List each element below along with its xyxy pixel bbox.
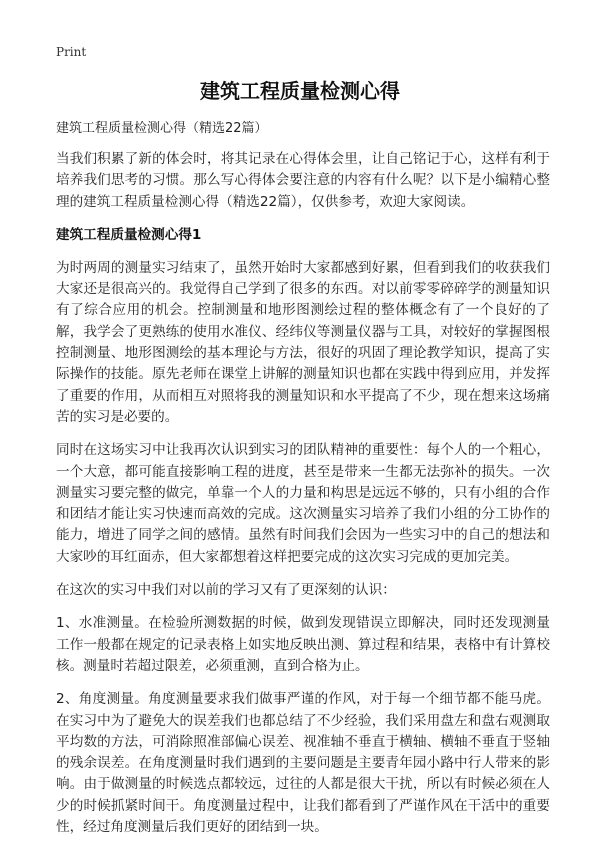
body-paragraph-3: 在这次的实习中我们对以前的学习又有了更深刻的认识： (56, 582, 396, 599)
body-paragraph-5: 2、角度测量。角度测量要求我们做事严谨的作风，对于每一个细节都不能马虎。在实习中为了避免大的误差我们也都总结了不少经验，我们采用盘左和盘右观测取平均数的方法，可消除照准部偏心误差、视准轴不垂直于横轴、横轴不垂直于竖轴的残余误差。在角度测量时我们遇到的主要问题是主要青年园小路中行人带来的影响。由于做测量的时候选点都较远，过往的人都是很大干扰，所以有时候必须在人少的时候抓紧时间干。角度测量过程中，让我们都看到了严谨作风在干活中的重要性，经过角度测量后我们更好的团结到一块。 (56, 691, 550, 836)
document-subtitle: 建筑工程质量检测心得（精选22篇） (56, 121, 268, 136)
body-paragraph-2: 同时在这场实习中让我再次认识到实习的团队精神的重要性：每个人的一个粗心，一个大意，都可能直接影响工程的进度，甚至是带来一生都无法弥补的损失。一次测量实习要完整的做完，单靠一个人的力量和构思是远远不够的，只有小组的合作和团结才能让实习快速而高效的完成。这次测量实习培养了我们小组的分工协作的能力，增进了同学之间的感情。虽然有时间我们会因为一些实习中的自己的想法和大家吵的耳红面赤，但大家都想着这样把要完成的这次实习完成的更加完美。 (56, 442, 550, 565)
document-body (56, 120, 550, 850)
intro-paragraph: 当我们积累了新的体会时，将其记录在心得体会里，让自己铭记于心，这样有利于培养我们思考的习惯。那么写心得体会要注意的内容有什么呢？以下是小编精心整理的建筑工程质量检测心得（精选22篇），仅供参考，欢迎大家阅读。 (56, 151, 550, 210)
section-heading: 建筑工程质量检测心得1 (56, 226, 202, 243)
page-title: 建筑工程质量检测心得 (200, 79, 400, 103)
body-paragraph-1: 为时两周的测量实习结束了，虽然开始时大家都感到好累，但看到我们的收获我们大家还是很高兴的。我觉得自己学到了很多的东西。对以前零零碎碎学的测量知识有了综合应用的机会。控制测量和地形图测绘过程的整体概念有了一个良好的了解，我学会了更熟练的使用水准仪、经纬仪等测量仪器与工具，对较好的掌握图根控制测量、地形图测绘的基本理论与方法，很好的巩固了理论教学知识，提高了实际操作的技能。原先老师在课堂上讲解的测量知识也都在实践中得到应用，并发挥了重要的作用，从而相互对照将我的测量知识和水平提高了不少，现在想来这场痛苦的实习是必要的。 (56, 259, 550, 425)
print-link[interactable]: Print (56, 45, 87, 59)
body-paragraph-4: 1、水准测量。在检验所测数据的时候，做到发现错误立即解决，同时还发现测量工作一般都在规定的记录表格上如实地反映出测、算过程和结果，表格中有计算校核。测量时若超过限差，必须重测，直到合格为止。 (56, 615, 550, 674)
